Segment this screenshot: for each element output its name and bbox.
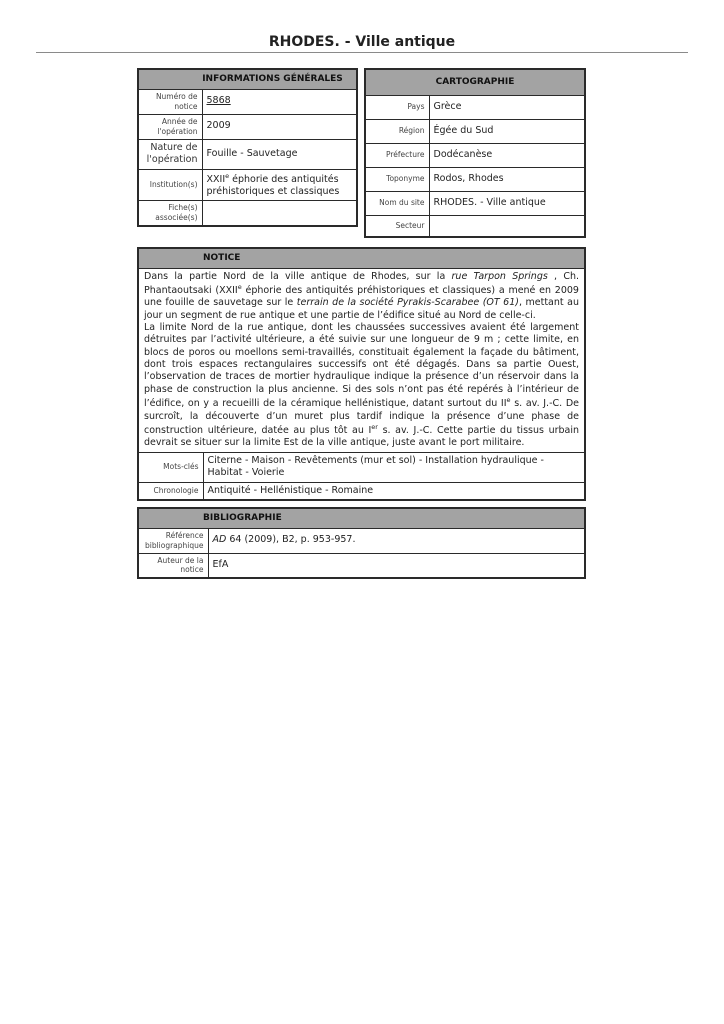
prefecture-value: Dodécanèse: [429, 143, 585, 167]
notice-text-segment: s. av. J.-C. Cette partie du tissus urbain devrait se situer sur la limite Est de la ville antique, juste avant le port militaire.: [144, 425, 580, 449]
notice-text-segment: , Ch. Phantaoutsaki (XXII: [144, 270, 580, 296]
informations-heading: INFORMATIONS GÉNÉRALES: [138, 69, 357, 89]
cartographie-heading: CARTOGRAPHIE: [365, 69, 585, 95]
notice-heading: NOTICE: [138, 248, 585, 268]
numero-label: Numéro de notice: [138, 89, 202, 114]
secteur-value: [429, 215, 585, 237]
nature-label: Nature de l'opération: [138, 139, 202, 169]
cartographie-table: [364, 68, 586, 238]
secteur-label: Secteur: [365, 215, 429, 237]
reference-value: [208, 528, 585, 553]
motscles-value: Citerne - Maison - Revêtements (mur et sol) - Installation hydraulique - Habitat - Voierie: [203, 452, 585, 482]
toponyme-label: Toponyme: [365, 167, 429, 191]
chronologie-label: Chronologie: [138, 482, 203, 500]
institution-value: [202, 169, 357, 201]
notice-table: [137, 247, 586, 501]
fiche-value: [202, 201, 357, 226]
notice-text-segment: , mettant au jour un segment de rue antique et une partie de l’édifice situé au Nord de celle-ci.: [144, 297, 579, 321]
notice-paragraph-2: [144, 322, 579, 450]
pays-label: Pays: [365, 95, 429, 119]
toponyme-value: Rodos, Rhodes: [429, 167, 585, 191]
numero-link[interactable]: 5868: [206, 95, 231, 107]
motscles-label: Mots-clés: [138, 452, 203, 482]
institution-ordinal: XXII: [206, 173, 226, 185]
site-value: RHODES. - Ville antique: [429, 191, 585, 215]
nature-value: Fouille - Sauvetage: [202, 139, 357, 169]
auteur-label: Auteur de la notice: [138, 553, 208, 578]
institution-label: Institution(s): [138, 169, 202, 201]
reference-label: Référence bibliographique: [138, 528, 208, 553]
notice-paragraph-1: [144, 271, 579, 323]
page-title: RHODES. - Ville antique: [268, 34, 456, 50]
ordinal-sup: e: [237, 282, 242, 291]
title-divider: [36, 52, 688, 53]
bibliographie-heading: BIBLIOGRAPHIE: [138, 508, 585, 528]
informations-generales-table: [137, 68, 358, 227]
century-sup: er: [371, 422, 378, 431]
pays-value: Grèce: [429, 95, 585, 119]
prefecture-label: Préfecture: [365, 143, 429, 167]
notice-text-segment: La limite Nord de la rue antique, dont les chaussées successives avaient été largement détruites par l’activité ultérieure, a été suivie sur une longueur de 9 m ; cette limite, en blocs de poros ou moellons semi-travaillés, constituait également la façade du bâtiment, dont trois espaces rectangulaires successifs ont été dégagés. Dans sa partie Ouest, l’observation de traces de mortier hydraulique indique la présence d’un réservoir dans la phase de construction la plus ancienne. Si des sols n’ont pas été repérés à l’intérieur de l’édifice, on y a recueilli de la céramique hellénistique, datant surtout du II: [144, 322, 579, 410]
institution-rest: éphorie des antiquités préhistoriques et classiques: [206, 173, 340, 197]
fiche-label: Fiche(s) associée(s): [138, 201, 202, 226]
annee-label: Année de l'opération: [138, 114, 202, 139]
chronologie-value: Antiquité - Hellénistique - Romaine: [203, 482, 585, 500]
notice-body: [138, 268, 585, 452]
region-label: Région: [365, 119, 429, 143]
notice-text-segment: Dans la partie Nord de la ville antique de Rhodes, sur la: [144, 270, 452, 282]
site-label: Nom du site: [365, 191, 429, 215]
century-sup: e: [506, 396, 511, 405]
institution-sup: e: [225, 171, 230, 180]
street-name: rue Tarpon Springs: [451, 270, 548, 282]
notice-text-segment: s. av. J.-C. De surcroît, la découverte d’un muret plus tardif indique la présence d’une phase de construction ultérieure, datée au plus tôt au I: [144, 398, 579, 437]
reference-rest: 64 (2009), B2, p. 953-957.: [226, 534, 356, 546]
notice-text-segment: éphorie des antiquités préhistoriques et classiques) a mené en 2009 une fouille de sauvetage sur le: [144, 285, 579, 309]
auteur-value: EfA: [208, 553, 585, 578]
bibliographie-table: [137, 507, 586, 579]
journal-name: AD: [212, 534, 227, 546]
annee-value: 2009: [202, 114, 357, 139]
region-value: Égée du Sud: [429, 119, 585, 143]
terrain-name: terrain de la société Pyrakis-Scarabee (OT 61): [296, 297, 519, 309]
